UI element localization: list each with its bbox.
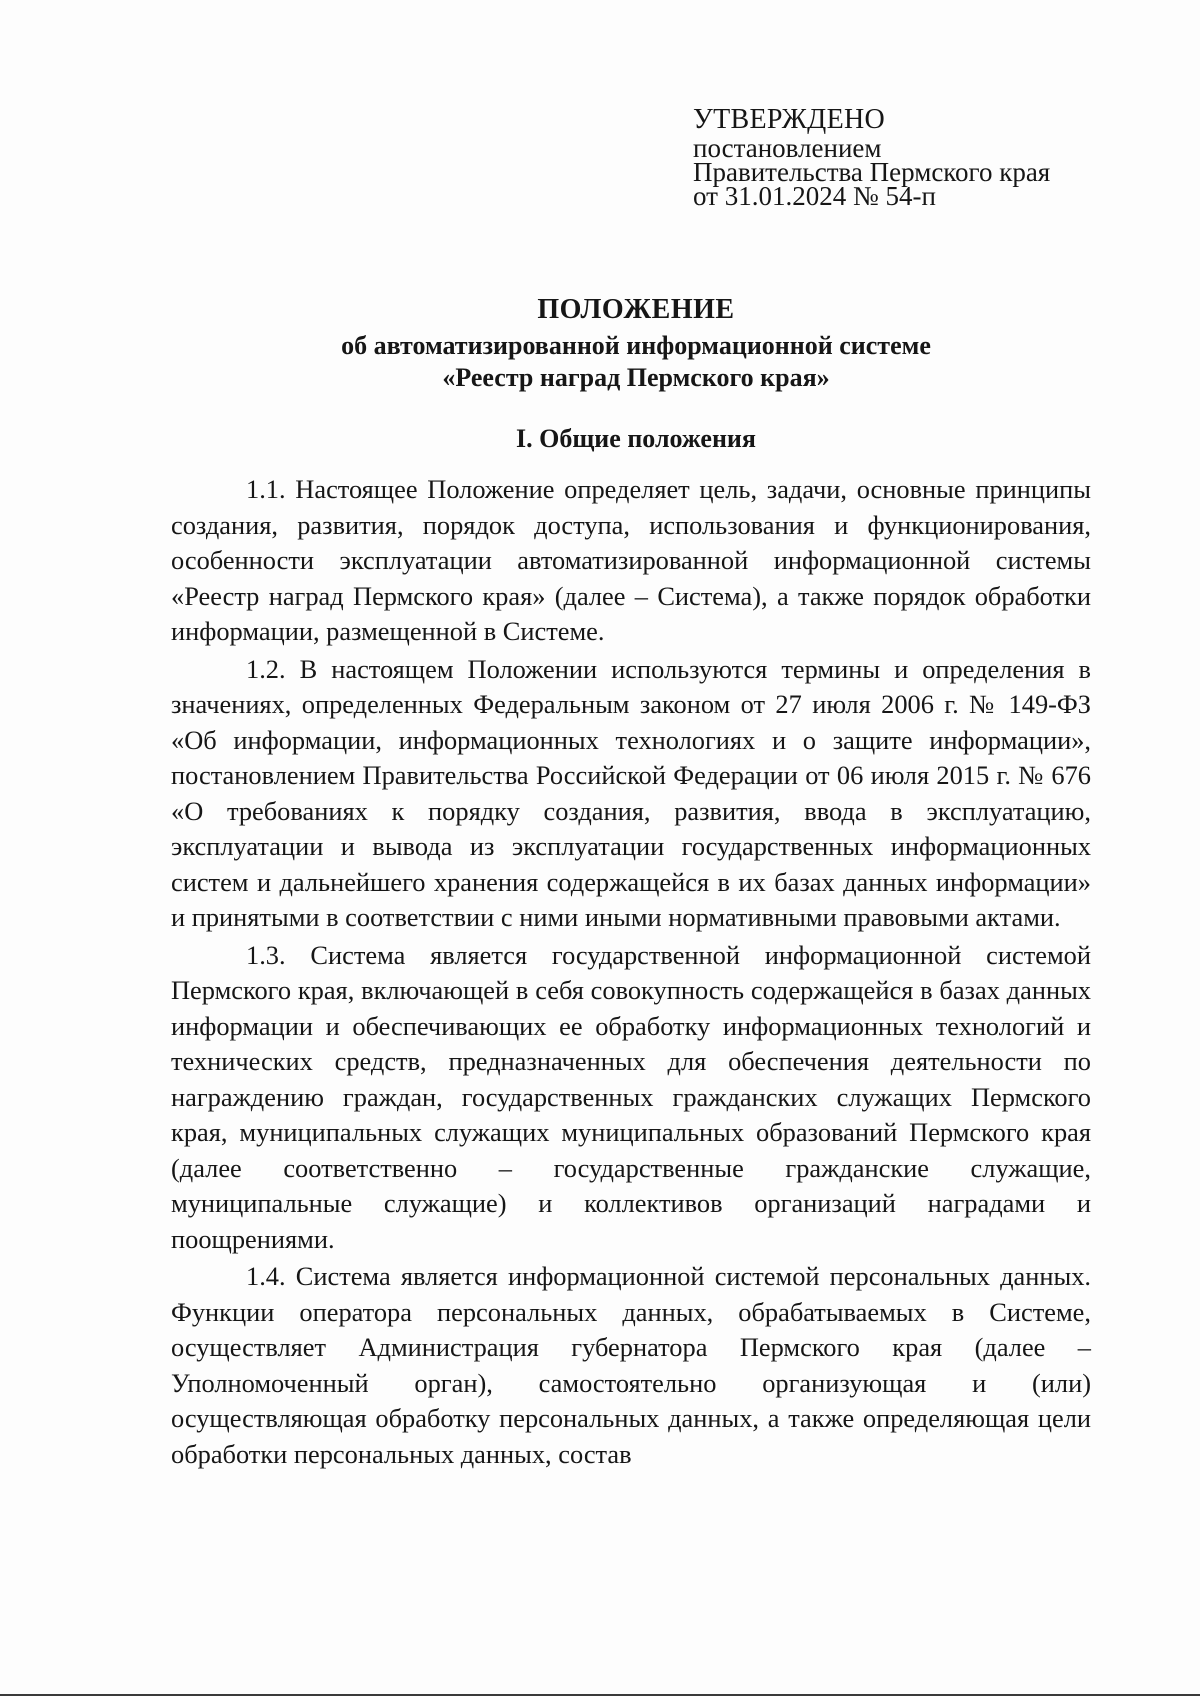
section-heading: I. Общие положения [516, 424, 756, 453]
approval-line-2: Правительства Пермского края [693, 157, 1051, 187]
paragraph-1-1: 1.1. Настоящее Положение определяет цель, задачи, основные принципы создания, развития, порядок доступа, использования и функционирования, особенности эксплуатации автоматизированной информационной системы «Реестр наград Пермского края» (далее – Система), а также порядок обработки информации, размещенной в Системе. [171, 474, 1091, 646]
approval-line-3: от 31.01.2024 № 54-п [693, 181, 936, 211]
approval-line-1: постановлением [693, 133, 882, 163]
paragraph-1-4: 1.4. Система является информационной системой персональных данных. Функции оператора персональных данных, обрабатываемых в Системе, осуществляет Администрация губернатора Пермского края (далее – Уполномоченный орган), самостоятельно организующая и (или) осуществляющая обработку персональных данных, а также определяющая цели обработки персональных данных, состав [171, 1261, 1091, 1469]
document-body [171, 472, 1091, 1474]
approval-stamp [693, 104, 1173, 211]
document-subtitle-line-2: «Реестр наград Пермского края» [442, 363, 830, 392]
approval-title: УТВЕРЖДЕНО [693, 104, 886, 135]
document-subtitle-line-1: об автоматизированной информационной системе [341, 331, 931, 360]
document-title: ПОЛОЖЕНИЕ [537, 294, 735, 325]
paragraph-1-3: 1.3. Система является государственной информационной системой Пермского края, включающей в себя совокупность содержащейся в базах данных информации и обеспечивающих ее обработку информационных технологий и технических средств, предназначенных для обеспечения деятельности по награждению граждан, государственных гражданских служащих Пермского края, муниципальных служащих муниципальных образований Пермского края (далее соответственно – государственные гражданские служащие, муниципальные служащие) и коллективов организаций наградами и поощрениями. [171, 939, 1091, 1254]
document-header [160, 292, 1112, 454]
paragraph-1-2: 1.2. В настоящем Положении используются термины и определения в значениях, определенных Федеральным законом от 27 июля 2006 г. № 149-ФЗ «Об информации, информационных технологиях и о защите информации», постановлением Правительства Российской Федерации от 06 июля 2015 г. № 676 «О требованиях к порядку создания, развития, ввода в эксплуатацию, эксплуатации и вывода из эксплуатации государственных информационных систем и дальнейшего хранения содержащейся в их базах данных информации» и принятыми в соответствии с ними иными нормативными правовыми актами. [171, 653, 1091, 932]
